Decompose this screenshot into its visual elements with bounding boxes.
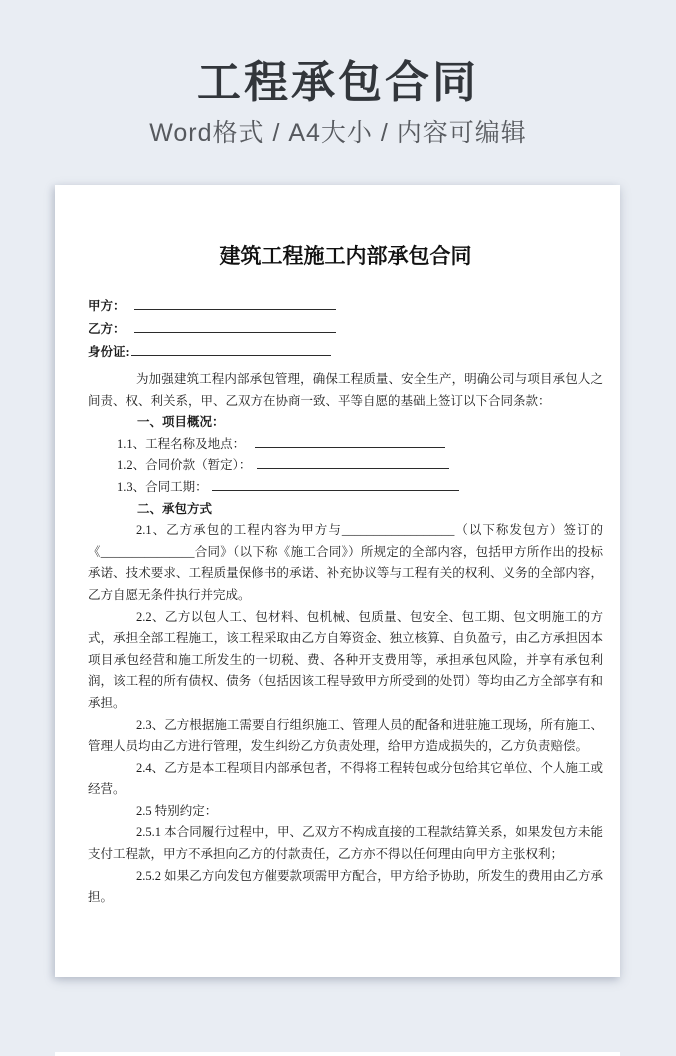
item-contract-price — [88, 455, 603, 477]
item-contract-duration — [88, 477, 603, 499]
clause-2-1: 2.1、乙方承包的工程内容为甲方与__________________（以下称发包方）签订的《_______________合同》（以下称《施工合同》）所规定的全部内容，包括甲方所作出的投标承诺、技术要求、工程质量保修书的承诺、补充协议等与工程有关的权利、义务的全部内容，乙方自愿无条件执行并完成。 — [88, 523, 603, 602]
next-page-edge — [55, 1052, 620, 1056]
clause-2-3: 2.3、乙方根据施工需要自行组织施工、管理人员的配备和进驻施工现场，所有施工、管理人员均由乙方进行管理，发生纠纷乙方负责处理，给甲方造成损失的，乙方负责赔偿。 — [88, 717, 603, 754]
item-label: 1.2、合同价款（暂定）： — [117, 458, 252, 473]
section1-heading: 一、项目概况： — [137, 415, 225, 430]
template-subtitle: Word格式 / A4大小 / 内容可编辑 — [149, 119, 527, 147]
fill-in-blank-line — [134, 297, 336, 310]
document-page — [55, 185, 620, 977]
header — [0, 0, 676, 148]
fill-in-blank-line — [134, 320, 336, 333]
item-label: 1.1、工程名称及地点： — [117, 436, 246, 451]
clause-2-5-1: 2.5.1 本合同履行过程中，甲、乙双方不构成直接的工程款结算关系，如果发包方未能支付工程款，甲方不承担向乙方的付款责任，乙方亦不得以任何理由向甲方主张权利； — [88, 825, 603, 862]
party-label-yifang: 乙方： — [88, 322, 126, 336]
party-label-jiafang: 甲方： — [88, 299, 126, 313]
fill-in-blank-line — [255, 435, 445, 448]
clause-2-5-2: 2.5.2 如果乙方向发包方催要款项需甲方配合，甲方给予协助，所发生的费用由乙方承担。 — [88, 868, 603, 905]
fill-in-blank-line — [257, 456, 449, 469]
document-title: 建筑工程施工内部承包合同 — [219, 244, 472, 268]
parties-block — [88, 295, 603, 364]
party-label-id-card: 身份证: — [88, 345, 130, 359]
section2-heading: 二、承包方式 — [137, 501, 213, 516]
item-project-name — [88, 434, 603, 456]
fill-in-blank-line — [212, 478, 459, 491]
item-label: 1.3、合同工期： — [117, 479, 208, 494]
fill-in-blank-line — [131, 343, 331, 356]
party-row-jiafang — [88, 295, 603, 318]
party-row-id-card — [88, 341, 603, 364]
clause-2-4: 2.4、乙方是本工程项目内部承包者，不得将工程转包或分包给其它单位、个人施工或经营。 — [88, 760, 603, 797]
template-title: 工程承包合同 — [197, 58, 479, 107]
document-body — [55, 185, 620, 909]
intro-paragraph: 为加强建筑工程内部承包管理，确保工程质量、安全生产，明确公司与项目承包人之间责、权、利关系，甲、乙双方在协商一致、平等自愿的基础上签订以下合同条款： — [88, 372, 603, 408]
party-row-yifang — [88, 318, 603, 341]
clause-2-5: 2.5 特别约定： — [136, 803, 218, 818]
clause-2-2: 2.2、乙方以包人工、包材料、包机械、包质量、包安全、包工期、包文明施工的方式，承担全部工程施工，该工程采取由乙方自筹资金、独立核算、自负盈亏，由乙方承担因本项目承包经营和施工所发生的一切税、费、各种开支费用等，承担承包风险，并享有承包利润，该工程的所有债权、债务（包括因该工程导致甲方所受到的处罚）等均由乙方全部享有和承担。 — [88, 609, 603, 710]
